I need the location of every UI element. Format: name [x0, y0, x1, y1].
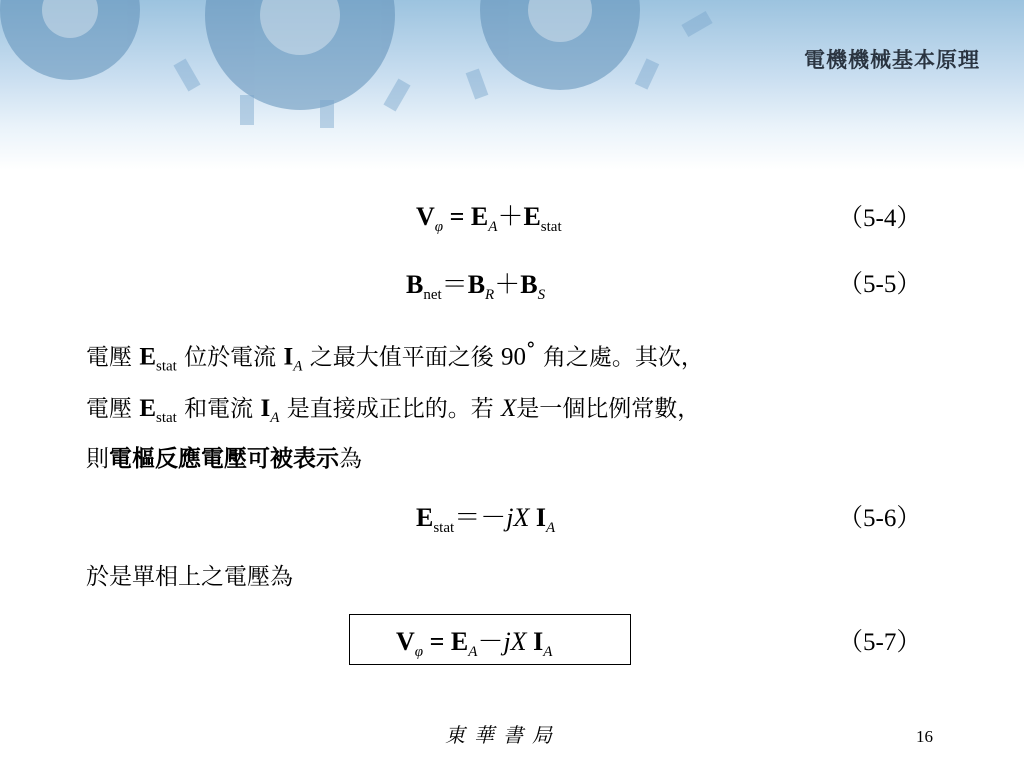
publisher-name: 東華書局: [445, 723, 561, 747]
equation-5-6: $E_{stat}=-jX$ $I_A$: [416, 503, 556, 536]
paragraph-line-4: 於是單相上之電壓為: [86, 564, 293, 590]
equation-number: （5-4）: [838, 205, 922, 232]
equation-number: （5-5）: [838, 271, 922, 298]
paragraph-line-2: 電壓 $E_{stat}$ 和電流 $I_A$ 是直接成正比的。若 X是一個比例常數，: [86, 395, 701, 426]
course-title: 電機機械基本原理: [804, 48, 980, 72]
header-banner: [0, 0, 1024, 170]
equation-number: （5-7）: [838, 629, 922, 656]
equation-5-4: $V_\varphi = E_A+E_{stat}$: [416, 202, 562, 235]
equation-5-7: $V_\varphi = E_A-jX$ $I_A$: [396, 627, 553, 660]
gears-background-icon: [0, 0, 1024, 170]
paragraph-line-1: 電壓 $E_{stat}$ 位於電流 $I_A$ 之最大值平面之後 90° 角之處。其次，: [86, 338, 704, 375]
page-number: 16: [916, 727, 933, 746]
equation-5-5: $B_{net}=B_R+B_S$: [406, 270, 546, 303]
paragraph-line-3: 則電樞反應電壓可被表示為: [86, 445, 362, 472]
equation-number: （5-6）: [838, 505, 922, 532]
